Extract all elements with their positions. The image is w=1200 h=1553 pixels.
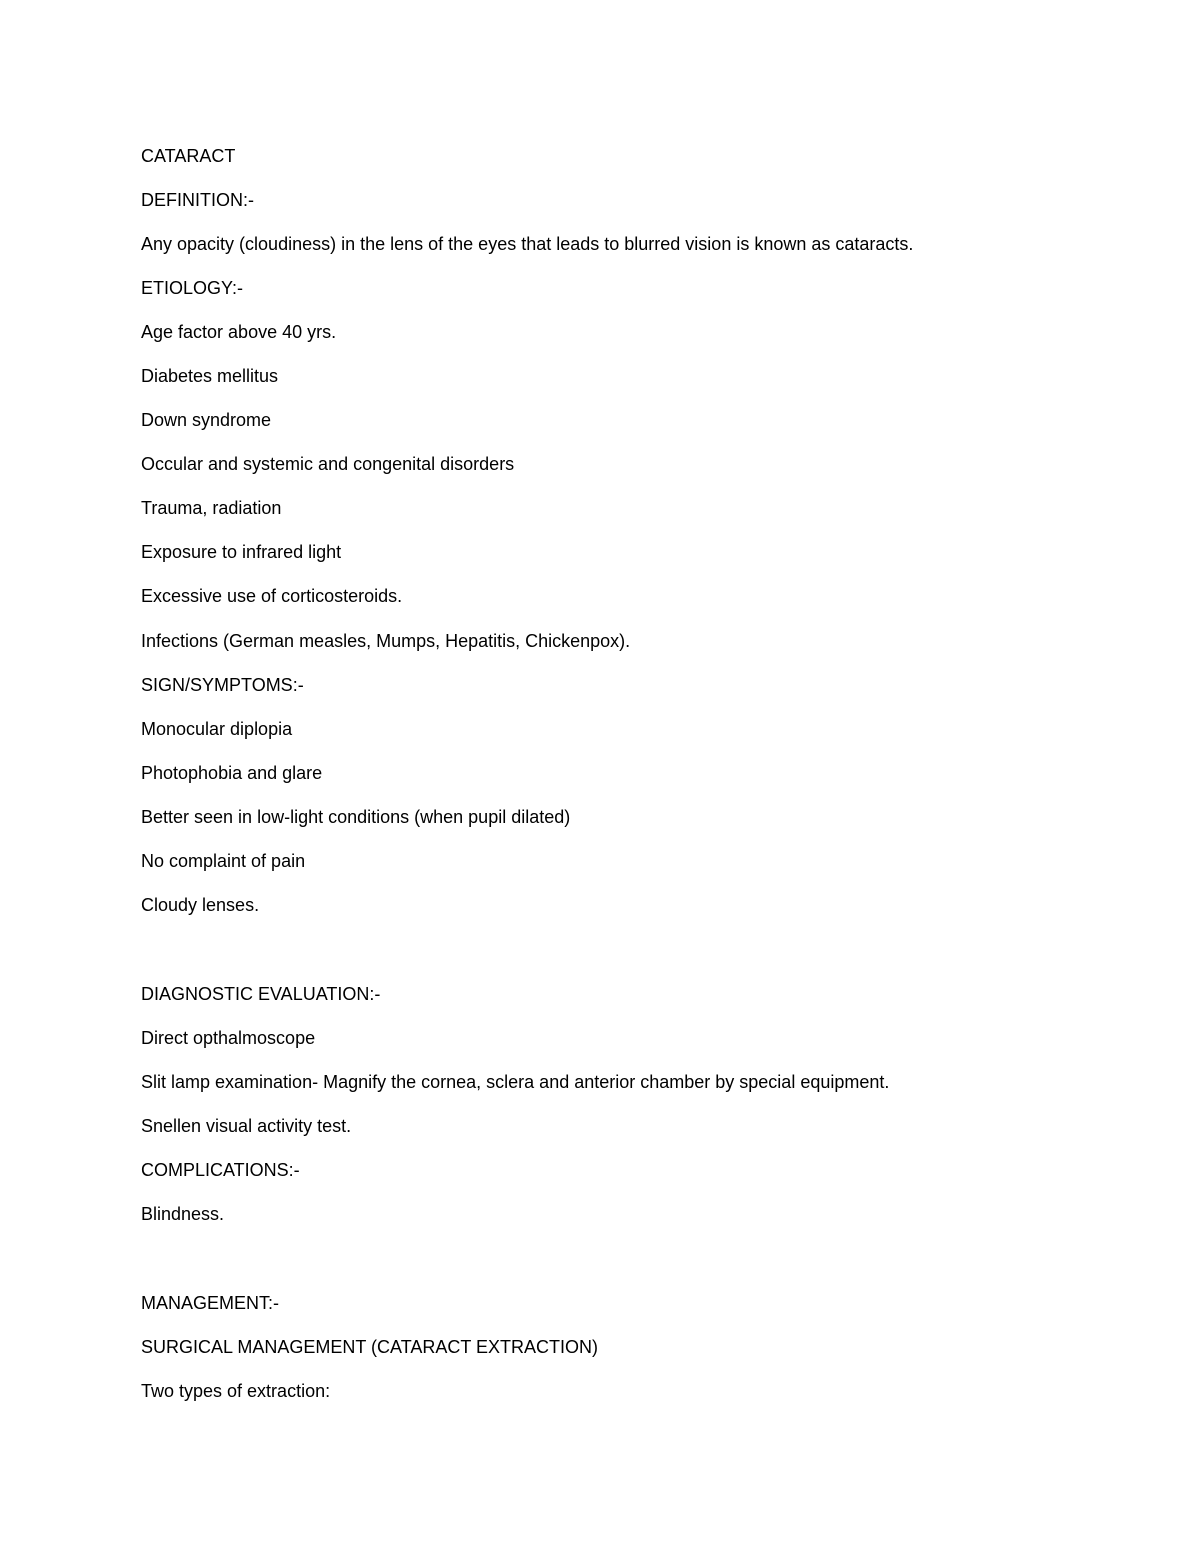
complications-heading: COMPLICATIONS:- <box>141 1160 300 1180</box>
etiology-item: Occular and systemic and congenital disorders <box>141 454 515 474</box>
diagnostic-item: Slit lamp examination- Magnify the cornea, sclera and anterior chamber by special equipment. <box>141 1072 890 1092</box>
etiology-item: Exposure to infrared light <box>141 542 342 562</box>
management-heading: MANAGEMENT:- <box>141 1293 280 1313</box>
etiology-item: Diabetes mellitus <box>141 366 279 386</box>
signs-symptoms-item: Monocular diplopia <box>141 719 293 739</box>
etiology-item: Down syndrome <box>141 410 272 430</box>
signs-symptoms-item: Cloudy lenses. <box>141 895 260 915</box>
signs-symptoms-heading: SIGN/SYMPTOMS:- <box>141 675 304 695</box>
signs-symptoms-item: Photophobia and glare <box>141 763 323 783</box>
etiology-item: Age factor above 40 yrs. <box>141 322 337 342</box>
definition-text: Any opacity (cloudiness) in the lens of the eyes that leads to blurred vision is known as cataracts. <box>141 234 914 254</box>
complications-item: Blindness. <box>141 1204 225 1224</box>
definition-heading: DEFINITION:- <box>141 190 254 210</box>
etiology-item: Infections (German measles, Mumps, Hepatitis, Chickenpox). <box>141 631 631 651</box>
management-text: Two types of extraction: <box>141 1381 331 1401</box>
diagnostic-item: Snellen visual activity test. <box>141 1116 352 1136</box>
management-subheading: SURGICAL MANAGEMENT (CATARACT EXTRACTION) <box>141 1337 599 1357</box>
diagnostic-item: Direct opthalmoscope <box>141 1028 316 1048</box>
signs-symptoms-item: No complaint of pain <box>141 851 306 871</box>
etiology-item: Trauma, radiation <box>141 498 282 518</box>
signs-symptoms-item: Better seen in low-light conditions (when pupil dilated) <box>141 807 571 827</box>
etiology-item: Excessive use of corticosteroids. <box>141 586 403 606</box>
document-title: CATARACT <box>141 146 236 166</box>
diagnostic-heading: DIAGNOSTIC EVALUATION:- <box>141 984 381 1004</box>
etiology-heading: ETIOLOGY:- <box>141 278 244 298</box>
